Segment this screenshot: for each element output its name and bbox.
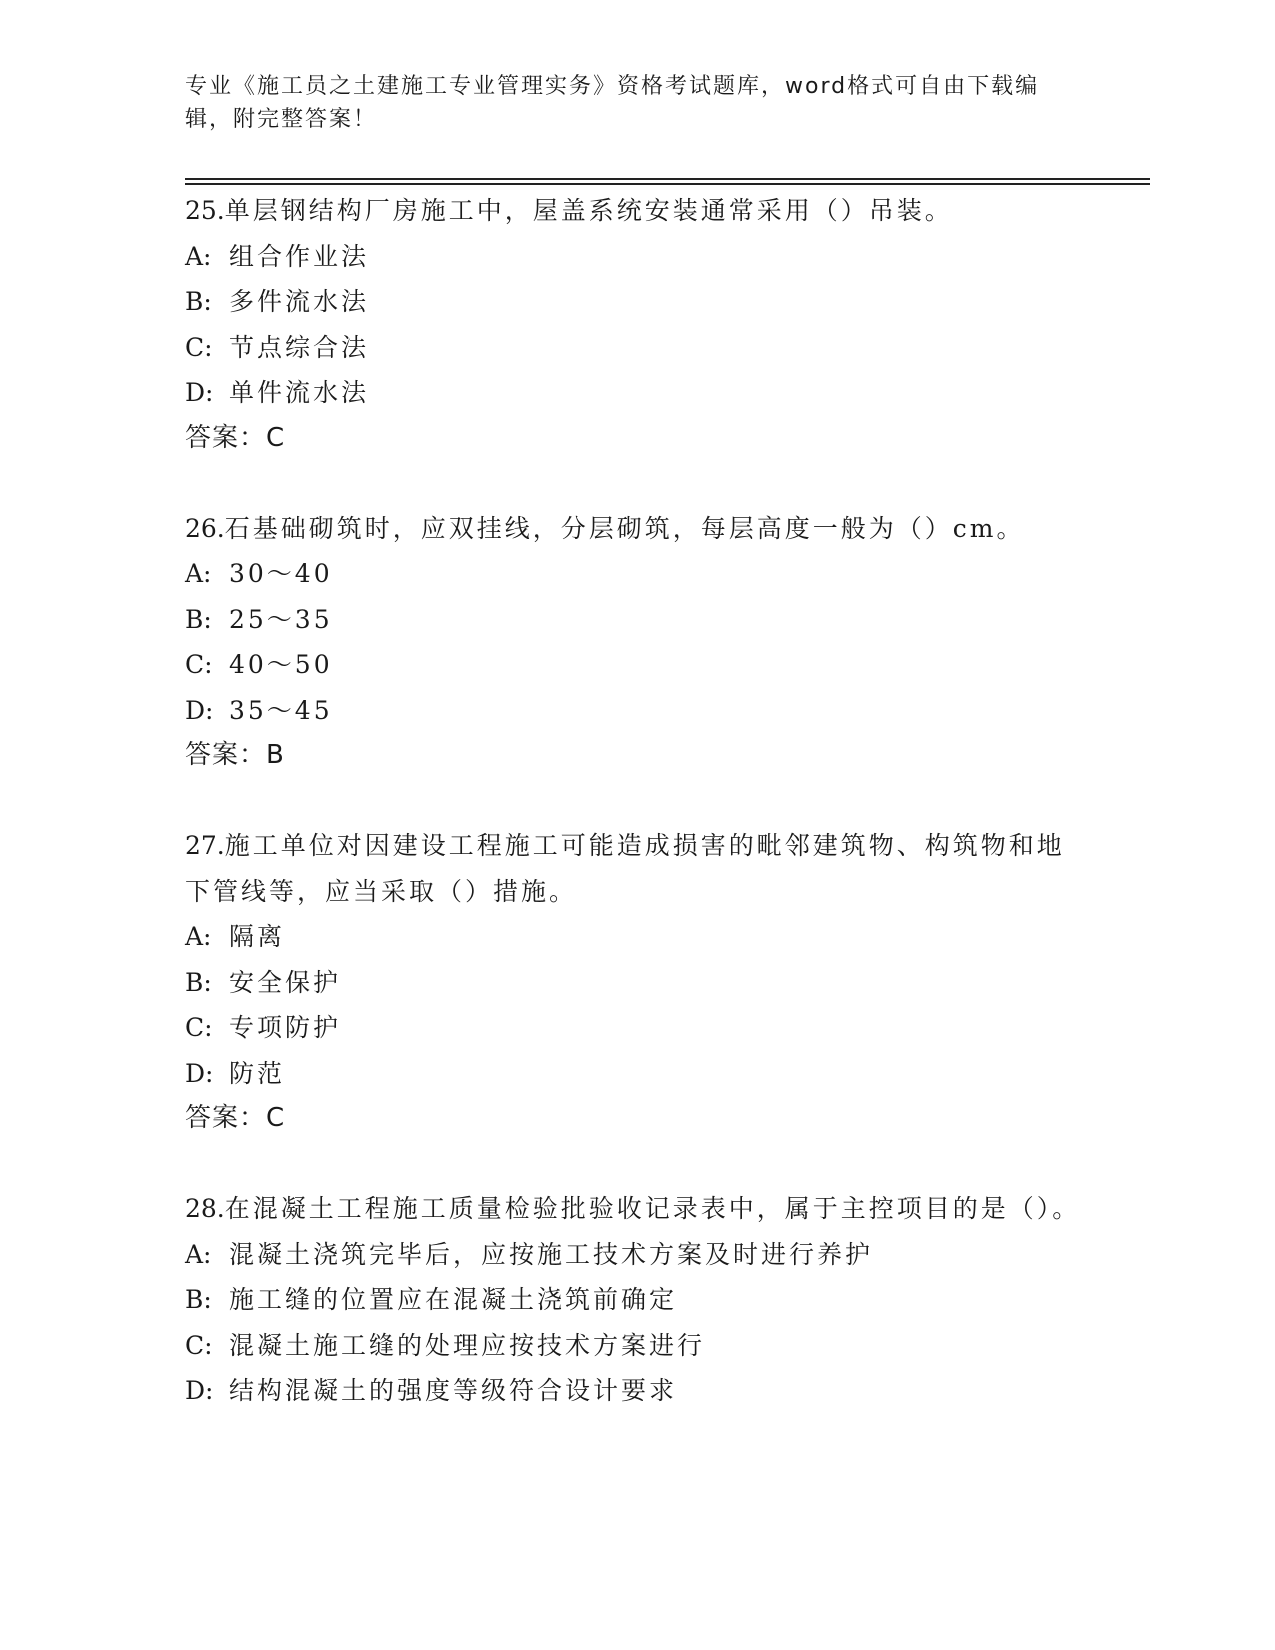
option-text: 单件流水法: [229, 378, 370, 407]
option-c: [185, 1005, 1085, 1051]
question-text: [185, 1186, 1085, 1232]
header-divider-bottom: [185, 183, 1150, 185]
question-25: [185, 188, 1085, 461]
option-text: 混凝土施工缝的处理应按技术方案进行: [229, 1330, 706, 1360]
option-key: A:: [185, 922, 212, 951]
question-stem: 单层钢结构厂房施工中，屋盖系统安装通常采用（）吊装。: [224, 196, 953, 225]
option-key: B:: [185, 967, 212, 997]
option-text: 隔离: [229, 922, 286, 951]
option-key: C:: [185, 1013, 213, 1042]
option-b: [185, 960, 1085, 1006]
option-text: 多件流水法: [229, 287, 370, 316]
option-a: [185, 914, 1085, 960]
option-text: 混凝土浇筑完毕后，应按施工技术方案及时进行养护: [229, 1239, 874, 1269]
option-key: C:: [185, 1330, 213, 1360]
option-d: [185, 1368, 1085, 1414]
question-text: [185, 823, 1085, 914]
option-text: 25～35: [229, 604, 333, 634]
option-key: A:: [185, 1239, 212, 1269]
header-divider-top: [185, 178, 1150, 180]
option-key: A:: [185, 241, 212, 271]
option-b: [185, 1277, 1085, 1323]
question-stem: 在混凝土工程施工质量检验批验收记录表中，属于主控项目的是（）。: [224, 1194, 1081, 1223]
option-key: C:: [185, 332, 213, 362]
option-key: B:: [185, 287, 212, 316]
question-stem: 石基础砌筑时，应双挂线，分层砌筑，每层高度一般为（）cm。: [224, 513, 1025, 543]
option-text: 节点综合法: [229, 332, 370, 362]
option-d: [185, 1051, 1085, 1097]
answer-line: 答案：B: [185, 740, 285, 770]
option-text: 施工缝的位置应在混凝土浇筑前确定: [229, 1285, 678, 1314]
option-b: [185, 279, 1085, 325]
option-a: [185, 234, 1085, 280]
question-27: [185, 823, 1085, 1141]
question-26: [185, 506, 1085, 779]
option-text: 专项防护: [229, 1013, 342, 1042]
option-a: [185, 551, 1085, 597]
question-text: [185, 188, 1085, 234]
question-number: 28.: [185, 1194, 225, 1223]
option-d: [185, 688, 1085, 734]
option-text: 安全保护: [229, 967, 342, 997]
option-b: [185, 597, 1085, 643]
question-28: [185, 1186, 1085, 1414]
option-key: D:: [185, 695, 214, 725]
question-text: [185, 506, 1085, 552]
option-key: D:: [185, 1376, 214, 1405]
option-c: [185, 325, 1085, 371]
question-stem: 施工单位对因建设工程施工可能造成损害的毗邻建筑物、构筑物和地下管线等，应当采取（）措施。: [185, 831, 1065, 906]
answer-line: 答案：C: [185, 422, 286, 453]
option-text: 35～45: [229, 695, 333, 725]
option-d: [185, 370, 1085, 416]
option-c: [185, 1323, 1085, 1369]
question-number: 25.: [185, 196, 225, 225]
answer-line: 答案：C: [185, 1103, 286, 1133]
option-key: B:: [185, 604, 212, 634]
option-text: 防范: [229, 1058, 286, 1088]
option-key: D:: [185, 378, 214, 407]
option-text: 组合作业法: [229, 241, 370, 271]
option-text: 30～40: [229, 559, 333, 588]
option-key: C:: [185, 650, 213, 679]
option-c: [185, 642, 1085, 688]
option-text: 结构混凝土的强度等级符合设计要求: [229, 1376, 678, 1405]
option-a: [185, 1232, 1085, 1278]
document-intro: 专业《施工员之土建施工专业管理实务》资格考试题库，word格式可自由下载编辑，附完整答案！: [185, 74, 1040, 132]
option-text: 40～50: [229, 650, 333, 679]
question-number: 27.: [185, 831, 225, 860]
question-number: 26.: [185, 513, 225, 543]
option-key: B:: [185, 1285, 212, 1314]
option-key: D:: [185, 1058, 214, 1088]
option-key: A:: [185, 559, 212, 588]
question-list: [185, 188, 1085, 1459]
